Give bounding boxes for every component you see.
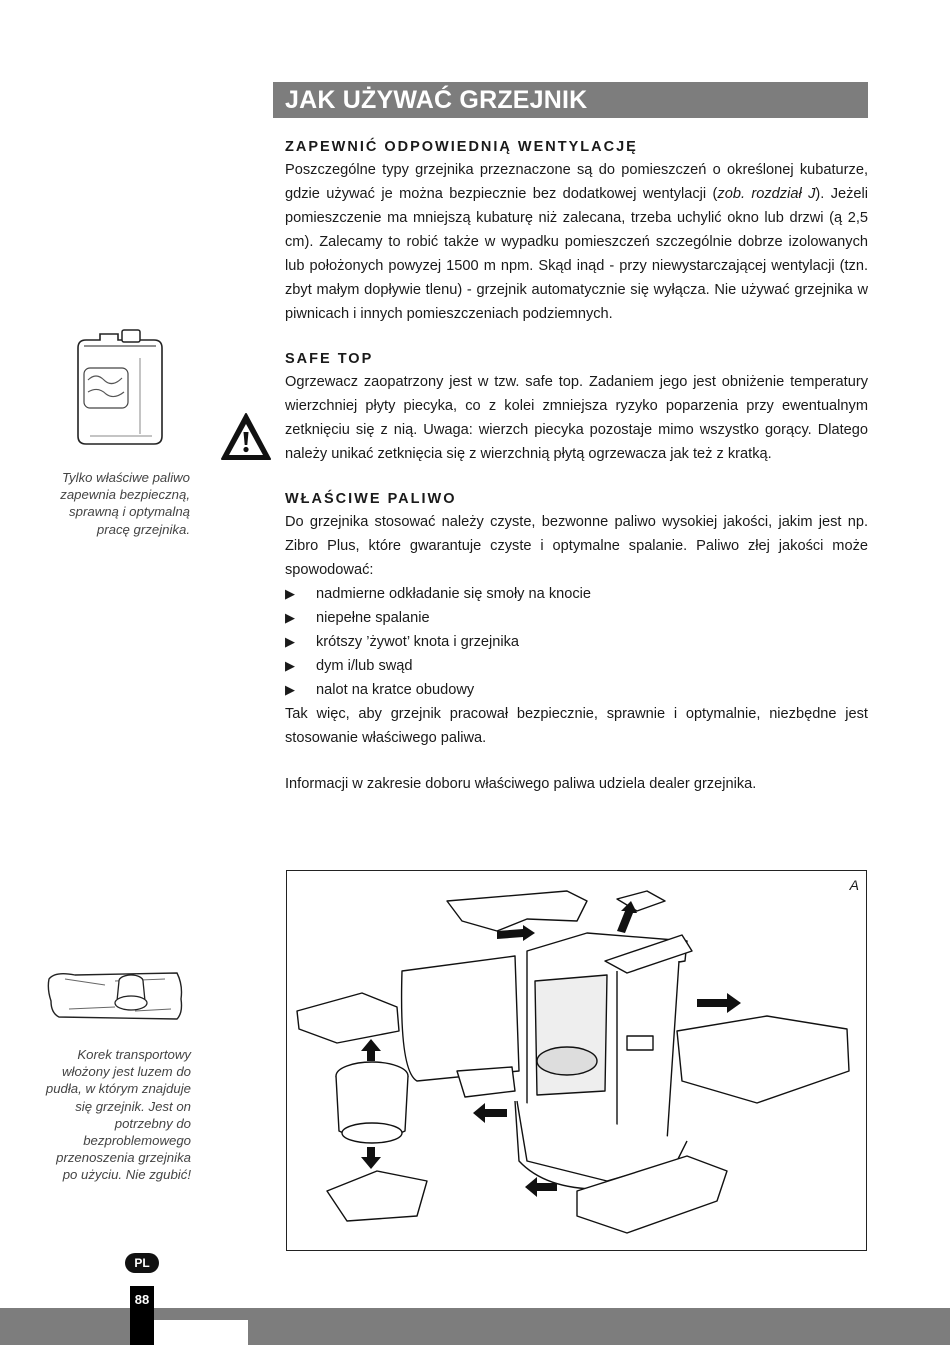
caption-plug: Korek transportowy włożony jest luzem do pudła, w którym znajduje się grzejnik. Jest on potrzebny do bezproblemowego przenoszenia grzejnika po użyciu. Nie zgubić! <box>45 1047 191 1183</box>
bullet-arrow-icon: ▶ <box>285 610 295 625</box>
top-plate-part <box>297 993 399 1043</box>
side-panel-part <box>677 1016 849 1103</box>
bullet-arrow-icon: ▶ <box>285 658 295 673</box>
footer-tab <box>154 1320 248 1345</box>
bullet-arrow-icon: ▶ <box>285 682 295 697</box>
bullet-arrow-icon: ▶ <box>285 634 295 649</box>
ventilation-text-b: ). Jeżeli pomieszczenie ma mniejszą kubaturę niż zalecana, trzeba uchylić okno lub drzwi (ą 2,5 cm). Zalecamy to robić także w wypadku pomieszczeń szczególnie dobrze izolowanych lub położonych powyzej 1500 m npm. Skąd inąd - przy niewystarczającej wentylacji (tzn. zbyt małym dopływie tlenu) - grzejnik automatycznie się wyłącza. Nie używać grzejnika w piwnicach i innych pomieszczeniach podziemnych. <box>285 186 869 322</box>
list-item-text: krótszy ’żywot’ knota i grzejnika <box>316 634 520 650</box>
list-item-text: nadmierne odkładanie się smoły na knocie <box>316 586 592 602</box>
language-badge: PL <box>125 1253 159 1273</box>
list-item-text: dym i/lub swąd <box>316 658 413 674</box>
paragraph-fuel-closing: Tak więc, aby grzejnik pracował bezpiecznie, sprawnie i optymalnie, niezbędne jest stosowanie właściwego paliwa. <box>285 706 868 746</box>
transport-plug-icon <box>45 965 185 1025</box>
paragraph-fuel-info: Informacji w zakresie doboru właściwego paliwa udziela dealer grzejnika. <box>285 776 757 792</box>
list-item-text: nalot na kratce obudowy <box>316 682 475 698</box>
list-item-text: niepełne spalanie <box>316 610 430 626</box>
heater-exploded-diagram <box>287 871 866 1250</box>
small-tray-part <box>457 1067 515 1097</box>
list-item <box>285 654 868 678</box>
top-cover-part <box>447 891 587 931</box>
main-content <box>285 136 868 796</box>
base-tray-part <box>327 1171 427 1221</box>
page-number: 88 <box>134 1292 150 1307</box>
bullet-arrow-icon: ▶ <box>285 586 295 601</box>
heading-safe-top: SAFE TOP <box>285 351 374 367</box>
list-item <box>285 582 868 606</box>
fuel-canister-icon <box>70 328 170 448</box>
list-item <box>285 630 868 654</box>
title-bar <box>273 82 868 118</box>
grille-part <box>402 956 519 1081</box>
chapter-reference: zob. rozdział J <box>717 186 816 202</box>
figure-a <box>286 870 867 1251</box>
list-item <box>285 606 868 630</box>
heading-fuel: WŁAŚCIWE PALIWO <box>285 491 457 507</box>
paragraph-ventilation <box>285 158 868 326</box>
page-title: JAK UŻYWAĆ GRZEJNIK <box>285 86 588 114</box>
heading-ventilation: ZAPEWNIĆ ODPOWIEDNIĄ WENTYLACJĘ <box>285 139 638 155</box>
list-item <box>285 678 868 702</box>
ventilation-text-a: Poszczególne typy grzejnika przeznaczone są do pomieszczeń o określonej kubaturze, gdzie używać je można bezpiecznie bez dodatkowej wentylacji ( <box>285 162 868 202</box>
page-number-box <box>130 1286 154 1345</box>
caption-fuel: Tylko właściwe paliwo zapewnia bezpieczną, sprawną i optymalną pracę grzejnika. <box>60 470 190 537</box>
paragraph-fuel: Do grzejnika stosować należy czyste, bezwonne paliwo wysokiej jakości, jakim jest np. Zibro Plus, które gwarantuje czyste i optymalne spalanie. Paliwo złej jakości może spowodować: <box>285 514 868 578</box>
warning-triangle-icon <box>220 412 272 462</box>
paragraph-safe-top: Ogrzewacz zaopatrzony jest w tzw. safe top. Zadaniem jego jest obniżenie temperatury wierzchniej płyty piecyka, co z kolei zmniejsza ryzyko poparzenia przy ewentualnym zetknięciu się z nią. Uwaga: wierzch piecyka pozostaje mimo wszystko gorący. Dlatego należy unikać zetknięcia się z wierzchnią płytą ogrzewacza jak też z kratką. <box>285 374 868 462</box>
fuel-effects-list <box>285 582 868 702</box>
figure-label: A <box>849 877 859 893</box>
